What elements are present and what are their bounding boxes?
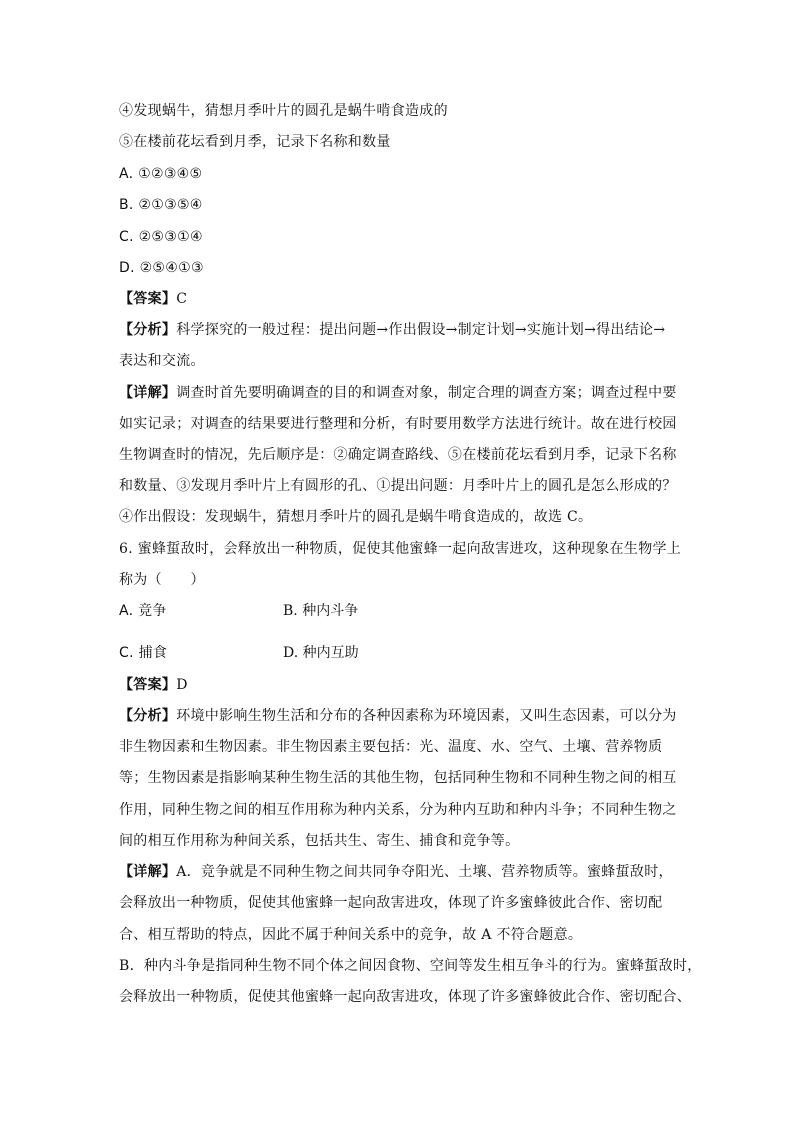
q6-analysis-line bbox=[119, 706, 677, 726]
q5-option-c: C. ②⑤③①④ bbox=[119, 229, 203, 245]
analysis-tag: 【分析】 bbox=[119, 708, 177, 724]
q6-option-a: A. 竞争 bbox=[119, 603, 167, 619]
detail-text: 调查时首先要明确调查的目的和调查对象，制定合理的调查方案；调查过程中要 bbox=[176, 385, 677, 401]
q6-analysis-line: 非生物因素和生物因素。非生物因素主要包括：光、温度、水、空气、土壤、营养物质 bbox=[119, 739, 663, 755]
q6-detail-line bbox=[119, 862, 673, 882]
q5-analysis-line bbox=[119, 320, 665, 340]
q6-option-c: C. 捕食 bbox=[119, 645, 168, 661]
detail-text: A．竞争就是不同种生物之间共同争夺阳光、土壤、营养物质等。蜜蜂蜇敌时， bbox=[176, 864, 673, 880]
q6-option-b: B. 种内斗争 bbox=[283, 603, 359, 619]
q6-analysis-line: 作用，同种生物之间的相互作用称为种内关系，分为种内互助和种内斗争；不同种生物之 bbox=[119, 802, 677, 818]
answer-value: D bbox=[176, 677, 188, 693]
q5-answer bbox=[119, 289, 187, 309]
q6-detail-line: 会释放出一种物质，促使其他蜜蜂一起向敌害进攻，体现了许多蜜蜂彼此合作、密切配 bbox=[119, 895, 663, 911]
answer-value: C bbox=[176, 291, 188, 307]
q5-detail-line: 生物调查时的情况，先后顺序是：②确定调查路线、⑤在楼前花坛看到月季，记录下名称 bbox=[119, 447, 677, 463]
answer-tag: 【答案】 bbox=[119, 291, 177, 307]
analysis-text: 环境中影响生物生活和分布的各种因素称为环境因素，又叫生态因素，可以分为 bbox=[176, 708, 677, 724]
q6-stem-line: 称为（ ） bbox=[119, 572, 205, 588]
q5-detail-line bbox=[119, 383, 677, 403]
q6-option-d: D. 种内互助 bbox=[283, 645, 359, 661]
q5-detail-line: 和数量、③发现月季叶片上有圆形的孔、①提出问题：月季叶片上的圆孔是怎么形成的？ bbox=[119, 478, 677, 494]
statement-4: ④发现蜗牛，猜想月季叶片的圆孔是蜗牛啃食造成的 bbox=[119, 103, 448, 119]
q5-analysis-line: 表达和交流。 bbox=[119, 353, 205, 369]
q5-option-d: D. ②⑤④①③ bbox=[119, 260, 204, 276]
q6-analysis-line: 间的相互作用称为种间关系，包括共生、寄生、捕食和竞争等。 bbox=[119, 833, 520, 849]
q5-detail-line: 如实记录；对调查的结果要进行整理和分析，有时要用数学方法进行统计。故在进行校园 bbox=[119, 416, 677, 432]
analysis-tag: 【分析】 bbox=[119, 322, 177, 338]
analysis-text: 科学探究的一般过程：提出问题→作出假设→制定计划→实施计划→得出结论→ bbox=[176, 322, 666, 338]
q6-detail-line: 合、相互帮助的特点，因此不属于种间关系中的竞争，故 A 不符合题意。 bbox=[119, 927, 583, 943]
q6-detail-line: 会释放出一种物质，促使其他蜜蜂一起向敌害进攻，体现了许多蜜蜂彼此合作、密切配合、 bbox=[119, 989, 691, 1005]
q6-analysis-line: 等；生物因素是指影响某种生物生活的其他生物，包括同种生物和不同种生物之间的相互 bbox=[119, 770, 677, 786]
q6-detail-line: B．种内斗争是指同种生物不同个体之间因食物、空间等发生相互争斗的行为。蜜蜂蜇敌时， bbox=[119, 958, 702, 974]
q6-answer bbox=[119, 675, 188, 695]
q5-option-b: B. ②①③⑤④ bbox=[119, 197, 203, 213]
q6-stem-line: 6. 蜜蜂蜇敌时，会释放出一种物质，促使其他蜜蜂一起向敌害进攻，这种现象在生物学上 bbox=[119, 541, 682, 557]
detail-tag: 【详解】 bbox=[119, 864, 177, 880]
answer-tag: 【答案】 bbox=[119, 677, 177, 693]
q5-detail-line: ④作出假设：发现蜗牛，猜想月季叶片的圆孔是蜗牛啃食造成的，故选 C。 bbox=[119, 509, 593, 525]
statement-5: ⑤在楼前花坛看到月季，记录下名称和数量 bbox=[119, 134, 391, 150]
q5-option-a: A. ①②③④⑤ bbox=[119, 166, 203, 182]
detail-tag: 【详解】 bbox=[119, 385, 177, 401]
